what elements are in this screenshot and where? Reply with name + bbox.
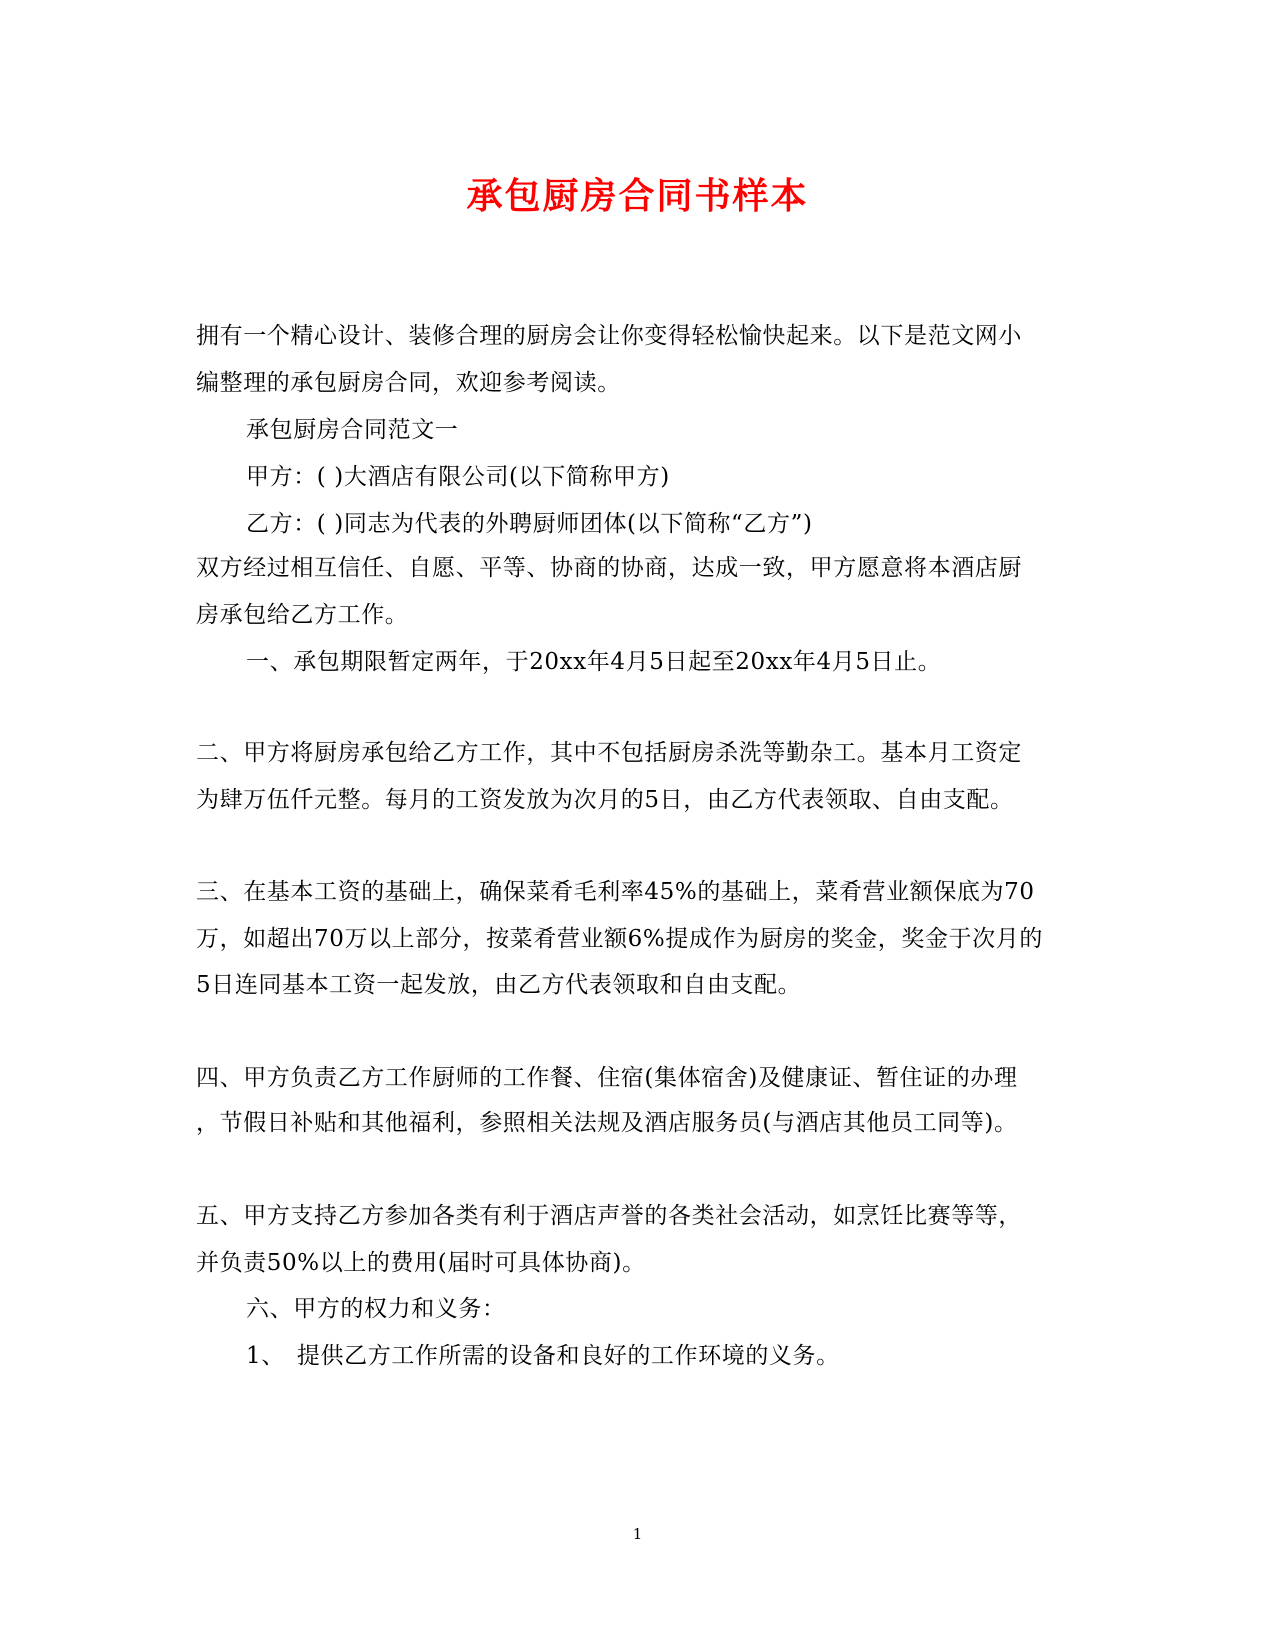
- party-a-line: 甲方：( )大酒店有限公司(以下简称甲方): [246, 464, 670, 490]
- clause-1: 一、承包期限暂定两年，于20xx年4月5日起至20xx年4月5日止。: [246, 649, 942, 675]
- clause-6-heading: 六、甲方的权力和义务：: [246, 1296, 506, 1322]
- paragraph-line: 编整理的承包厨房合同，欢迎参考阅读。: [196, 370, 621, 396]
- clause-3-line: 万，如超出70万以上部分，按菜肴营业额6%提成作为厨房的奖金，奖金于次月的: [196, 926, 1043, 952]
- document-title: 承包厨房合同书样本: [466, 175, 809, 217]
- clause-2-line: 为肆万伍仟元整。每月的工资发放为次月的5日，由乙方代表领取、自由支配。: [196, 787, 1014, 813]
- clause-4-line: ，节假日补贴和其他福利，参照相关法规及酒店服务员(与酒店其他员工同等)。: [196, 1110, 1018, 1136]
- section-heading: 承包厨房合同范文一: [246, 417, 459, 443]
- clause-5-line: 五、甲方支持乙方参加各类有利于酒店声誉的各类社会活动，如烹饪比赛等等，: [196, 1203, 1022, 1229]
- clause-6-item-1: 1、 提供乙方工作所需的设备和良好的工作环境的义务。: [246, 1343, 840, 1369]
- paragraph-line: 房承包给乙方工作。: [196, 602, 409, 628]
- clause-3-line: 5日连同基本工资一起发放，由乙方代表领取和自由支配。: [196, 972, 802, 998]
- clause-3-line: 三、在基本工资的基础上，确保菜肴毛利率45%的基础上，菜肴营业额保底为70: [196, 879, 1035, 905]
- paragraph-line: 拥有一个精心设计、装修合理的厨房会让你变得轻松愉快起来。以下是范文网小: [196, 323, 1022, 349]
- paragraph-line: 双方经过相互信任、自愿、平等、协商的协商，达成一致，甲方愿意将本酒店厨: [196, 555, 1022, 581]
- page-number: 1: [632, 1525, 643, 1543]
- clause-5-line: 并负责50%以上的费用(届时可具体协商)。: [196, 1250, 646, 1276]
- clause-4-line: 四、甲方负责乙方工作厨师的工作餐、住宿(集体宿舍)及健康证、暂住证的办理: [196, 1065, 1018, 1091]
- party-b-line: 乙方：( )同志为代表的外聘厨师团体(以下简称“乙方”): [246, 511, 813, 537]
- clause-2-line: 二、甲方将厨房承包给乙方工作，其中不包括厨房杀洗等勤杂工。基本月工资定: [196, 740, 1022, 766]
